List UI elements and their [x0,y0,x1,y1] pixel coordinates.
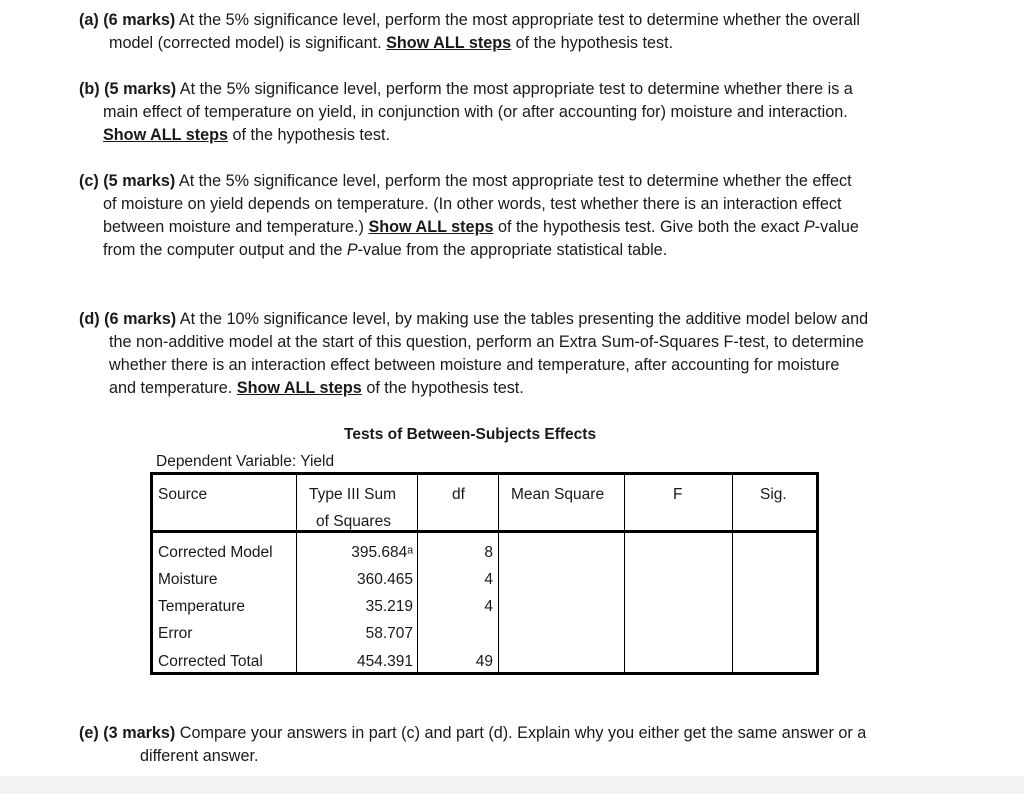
dependent-variable: Dependent Variable: Yield [156,453,335,470]
question-text: whether there is an interaction effect between moisture and temperature, after accounting for moisture [109,356,840,374]
question-text: of the hypothesis test. [232,126,391,144]
row-source: Moisture [158,571,218,588]
question-text: At the 5% significance level, perform the most appropriate test to determine whether the effect [178,172,852,190]
question-label: (b) [79,80,100,98]
question-e [79,722,939,768]
question-text: of the hypothesis test. [366,379,524,397]
table-divider [296,475,297,672]
table-divider [417,475,418,672]
header-sig: Sig. [760,486,787,503]
header-f: F [673,486,683,503]
question-text: between moisture and temperature.) [103,218,364,236]
header-df: df [452,486,465,503]
question-text: -value [814,218,859,236]
question-text: Compare your answers in part (c) and part (d). Explain why you either get the same answer or a [179,724,867,742]
row-df: 4 [484,598,493,615]
question-text: At the 5% significance level, perform the most appropriate test to determine whether there is a [179,80,853,98]
question-text: -value from the appropriate statistical table. [357,241,668,259]
show-steps-emphasis: Show ALL steps [236,379,362,397]
show-steps-emphasis: Show ALL steps [368,218,494,236]
row-ss: 360.465 [356,571,413,588]
p-symbol: P [803,218,815,236]
question-marks: (5 marks) [104,80,177,98]
table-divider [498,475,499,672]
row-df: 49 [475,653,493,670]
question-text: of the hypothesis test. Give both the exact [497,218,800,236]
question-text: and temperature. [109,379,233,397]
question-label: (d) [79,310,100,328]
show-steps-emphasis: Show ALL steps [386,34,512,52]
question-d [79,308,939,400]
question-text: model (corrected model) is significant. [109,34,382,52]
question-text: At the 5% significance level, perform the most appropriate test to determine whether the overall [178,11,861,29]
table-divider [624,475,625,672]
show-steps-emphasis: Show ALL steps [103,126,229,144]
table-divider [732,475,733,672]
header-mean-square: Mean Square [511,486,605,503]
question-marks: (6 marks) [103,11,176,29]
question-marks: (5 marks) [103,172,176,190]
row-ss: 35.219 [365,598,413,615]
header-ss-line2: of Squares [316,513,391,530]
question-label: (a) [79,11,99,29]
p-symbol: P [346,241,358,259]
question-text: different answer. [140,747,259,765]
question-text: of the hypothesis test. [515,34,674,52]
question-marks: (3 marks) [103,724,176,742]
row-source: Temperature [158,598,246,615]
question-a [79,9,939,55]
table-title: Tests of Between-Subjects Effects [344,426,597,443]
row-ss: 58.707 [365,625,413,642]
anova-table [150,472,819,675]
row-df: 8 [484,544,493,561]
question-text: At the 10% significance level, by making use the tables presenting the additive model below and [179,310,869,328]
question-text: the non-additive model at the start of this question, perform an Extra Sum-of-Squares F-test, to determine [109,333,864,351]
question-text: of moisture on yield depends on temperature. (In other words, test whether there is an interaction effect [103,195,842,213]
row-ss: 395.684ᵃ [351,544,413,561]
question-label: (e) [79,724,99,742]
row-ss: 454.391 [356,653,413,670]
page-footer-band [0,776,1024,794]
header-separator [153,530,816,533]
row-df: 4 [484,571,493,588]
question-c [79,170,939,262]
question-text: from the computer output and the [103,241,343,259]
row-source: Corrected Total [158,653,263,670]
row-source: Corrected Model [158,544,273,561]
question-label: (c) [79,172,99,190]
question-b [79,78,939,147]
header-ss-line1: Type III Sum [309,486,397,503]
row-source: Error [158,625,193,642]
question-marks: (6 marks) [104,310,177,328]
question-text: main effect of temperature on yield, in conjunction with (or after accounting for) moisture and interaction. [103,103,848,121]
header-source: Source [158,486,208,503]
